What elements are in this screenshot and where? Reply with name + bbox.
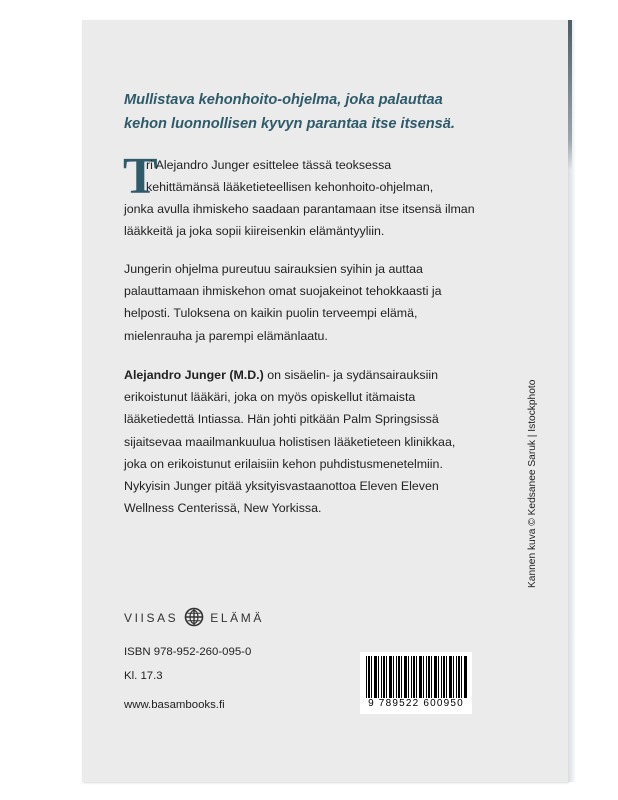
author-bio-line-3: lääketiedettä Intiassa. Hän johti pitkään Palm Springsissä — [124, 412, 439, 427]
program-paragraph — [124, 258, 442, 347]
author-name: Alejandro Junger (M.D.) — [124, 368, 264, 382]
intro-paragraph-bottom — [124, 198, 475, 242]
publisher-logo — [124, 606, 264, 630]
spine-shadow — [568, 20, 572, 170]
intro-paragraph-top — [146, 154, 433, 198]
cover-image-credit: Kannen kuva © Kedsanee Saruk | Istockphoto — [527, 379, 538, 588]
publisher-word-1: VIISAS — [124, 611, 179, 625]
author-bio-line-7: Wellness Centerissä, New Yorkissa. — [124, 501, 322, 516]
publisher-word-2: ELÄMÄ — [210, 611, 264, 625]
author-bio-line-4: sijaitsevaa maailmankuulua holistisen lääketieteen klinikkaa, — [124, 434, 456, 449]
intro-line-1: ri Alejandro Junger esittelee tässä teoksessa — [146, 158, 392, 172]
author-bio-line-1-rest: on sisäelin- ja sydänsairauksiin — [263, 368, 438, 382]
intro-line-2: kehittämänsä lääketieteellisen kehonhoito-ohjelman, — [146, 180, 434, 195]
author-bio-line-5: joka on erikoistunut erilaisiin kehon puhdistusmenetelmiin. — [124, 456, 443, 471]
headline-line-2: kehon luonnollisen kyvyn parantaa itse itsensä. — [124, 116, 455, 132]
globe-emblem-icon — [184, 607, 204, 630]
drop-cap: T — [123, 148, 158, 205]
author-bio-line-6: Nykyisin Junger pitää yksityisvastaanottoa Eleven Eleven — [124, 479, 439, 494]
classification: Kl. 17.3 — [124, 670, 163, 682]
program-line-3: helposti. Tuloksena on kaikin puolin terveempi elämä, — [124, 306, 418, 321]
program-line-2: palauttamaan ihmiskehon omat suojakeinot tehokkaasti ja — [124, 284, 442, 299]
barcode-number: 9 789522 600950 — [368, 698, 464, 709]
author-bio-line-2: erikoistunut lääkäri, joka on myös opiskellut itämaista — [124, 390, 416, 405]
author-bio — [124, 364, 455, 519]
publisher-website[interactable]: www.basambooks.fi — [124, 699, 225, 711]
intro-line-3: jonka avulla ihmiskeho saadaan parantamaan itse itsensä ilman — [124, 202, 475, 216]
author-bio-line-1 — [124, 364, 455, 386]
headline — [124, 88, 455, 136]
program-line-4: mielenrauha ja parempi elämänlaatu. — [124, 328, 328, 343]
headline-line-1: Mullistava kehonhoito-ohjelma, joka palauttaa — [124, 92, 443, 108]
barcode-bars — [366, 656, 468, 698]
intro-line-4: lääkkeitä ja joka sopii kiireisenkin elämäntyyliin. — [124, 224, 385, 239]
barcode — [360, 652, 472, 714]
isbn: ISBN 978-952-260-095-0 — [124, 646, 252, 658]
program-line-1: Jungerin ohjelma pureutuu sairauksien syihin ja auttaa — [124, 262, 423, 276]
